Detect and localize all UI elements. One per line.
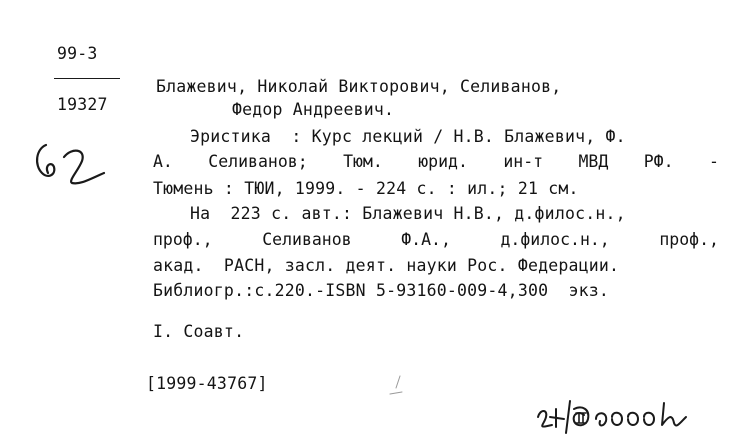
note-line-1: На 223 с. авт.: Блажевич Н.В., д.филос.н., bbox=[190, 204, 626, 223]
title-line-1: Эристика : Курс лекций / Н.В. Блажевич, Ф. bbox=[190, 127, 626, 146]
author-heading-line-2: Федор Андреевич. bbox=[232, 100, 395, 119]
note-word: Селиванов bbox=[262, 230, 352, 249]
note-word: проф., bbox=[153, 230, 213, 249]
title-word: Тюм. bbox=[343, 152, 383, 171]
title-line-2 bbox=[153, 152, 719, 172]
handwritten-margin-mark bbox=[28, 135, 118, 195]
title-word: - bbox=[708, 152, 719, 171]
note-line-3: акад. РАСН, засл. деят. науки Рос. Федерации. bbox=[153, 256, 620, 275]
title-word: ин-т bbox=[503, 152, 544, 171]
shelf-code: 99-3 bbox=[57, 44, 98, 63]
bibliography-isbn-line: Библиогр.:с.220.-ISBN 5-93160-009-4,300 экз. bbox=[153, 281, 610, 300]
note-word: проф., bbox=[659, 230, 719, 249]
title-word: юрид. bbox=[418, 152, 468, 171]
imprint-line: Тюмень : ТЮИ, 1999. - 224 с. : ил.; 21 см. bbox=[153, 179, 579, 198]
title-word: А. bbox=[153, 152, 173, 171]
title-word: МВД bbox=[578, 152, 609, 171]
inventory-number: 19327 bbox=[57, 95, 108, 114]
handwritten-date-signature bbox=[530, 395, 730, 440]
note-word: д.филос.н., bbox=[500, 230, 610, 249]
registration-number: [1999-43767] bbox=[146, 374, 268, 393]
tracing: I. Соавт. bbox=[153, 322, 245, 341]
shelf-divider bbox=[54, 78, 120, 79]
author-heading-line-1: Блажевич, Николай Викторович, Селиванов, bbox=[156, 77, 562, 96]
title-word: Селиванов; bbox=[208, 152, 308, 171]
pencil-tick-mark bbox=[382, 372, 412, 400]
note-line-2 bbox=[153, 230, 719, 250]
title-word: РФ. bbox=[643, 152, 674, 171]
note-word: Ф.А., bbox=[401, 230, 451, 249]
